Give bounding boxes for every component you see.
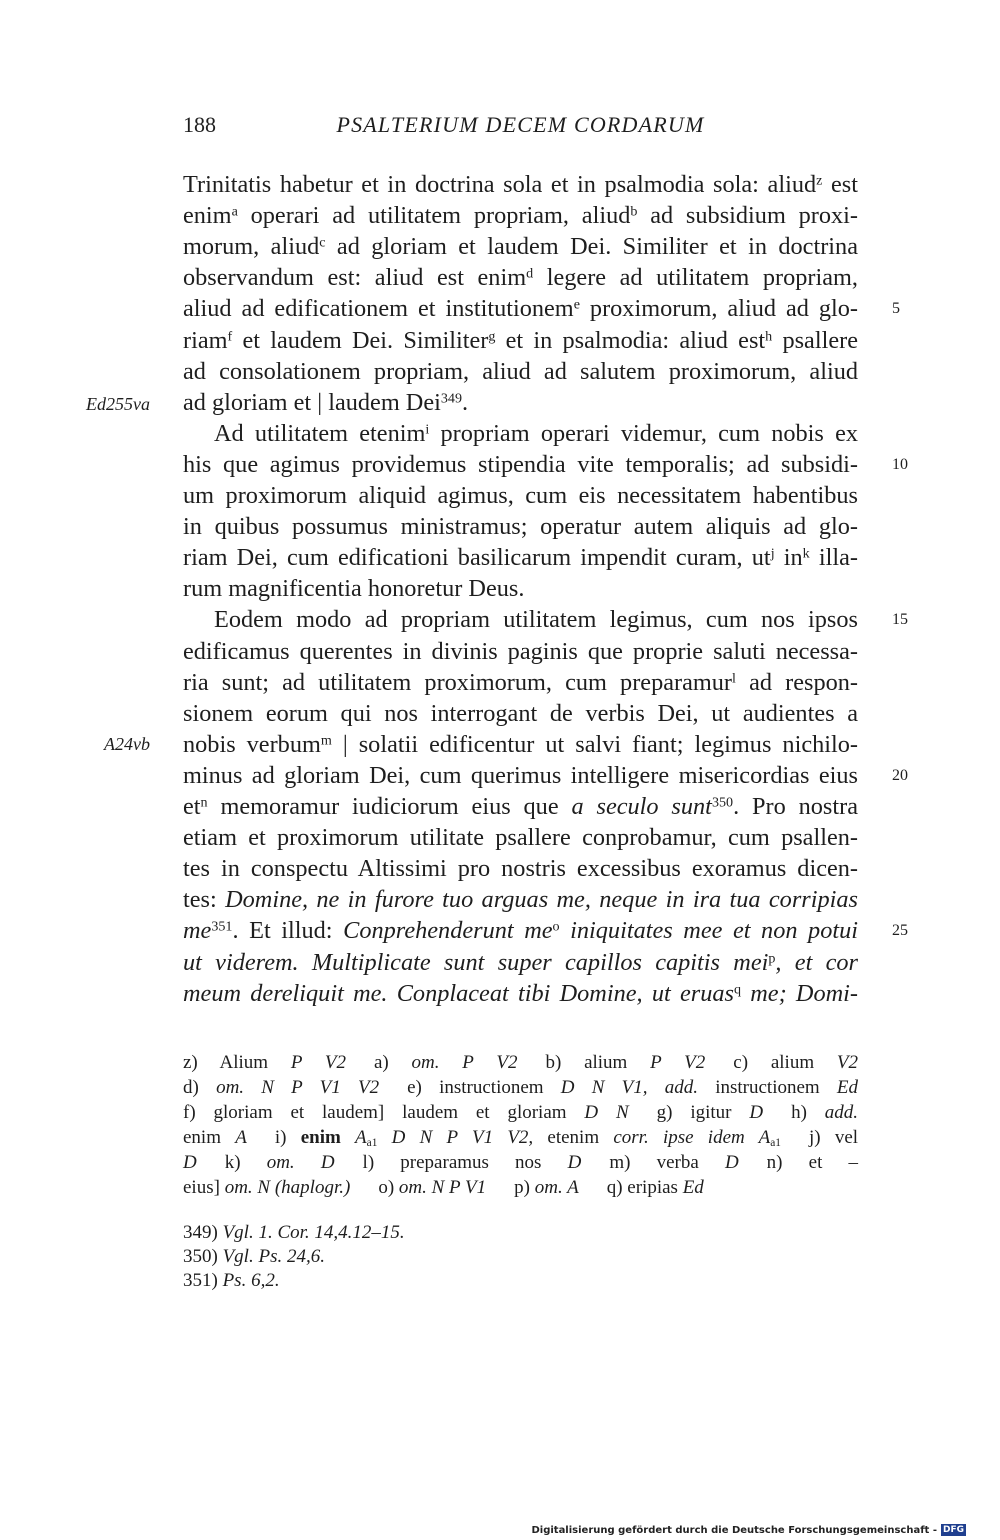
italic-text: Ps. 6,2. (222, 1270, 280, 1291)
text-run: rum magnificentia honoretur Deus. (183, 575, 525, 603)
italic-text: add. (824, 1102, 858, 1123)
text-run: edificamus querentes in divinis paginis que proprie saluti necessa- (183, 637, 858, 665)
italic-text: om. N (haplogr.) (224, 1177, 351, 1198)
text-run: etiam et proximorum utilitate psallere conprobamur, cum psallen- (183, 824, 858, 852)
italic-text: P V2 (650, 1052, 706, 1073)
italic-text: D (724, 1152, 739, 1173)
text-run: Ad utilitatem etenim (214, 419, 426, 447)
text-line (214, 604, 858, 635)
text-run: his que agimus providemus stipendia vite temporalis; ad subsidi- (183, 450, 858, 478)
superscript-siglum: k (802, 545, 810, 562)
credit-text: Digitalisierung gefördert durch die Deutsche Forschungsgemeinschaft - (531, 1525, 937, 1536)
text-run: i) (274, 1127, 301, 1148)
italic-text: om. N P V1 V2 (216, 1077, 380, 1098)
text-line (183, 760, 858, 791)
superscript-siglum: m (320, 732, 332, 749)
text-run: | solatii edificentur ut salvi fiant; legimus nichilo- (331, 730, 858, 758)
text-run: h) (791, 1102, 825, 1123)
italic-text: om. D (266, 1152, 335, 1173)
text-run: legere ad utilitatem propriam, (533, 264, 858, 292)
italic-text: om. P V2 (411, 1052, 518, 1073)
line-number: 25 (892, 922, 908, 939)
text-run: operari ad utilitatem propriam, aliud (237, 202, 631, 230)
subscript: a1 (770, 1136, 781, 1149)
margin-note: Ed255va (86, 394, 150, 414)
text-run: n) et – (766, 1152, 858, 1173)
apparatus-line (183, 1126, 858, 1150)
text-line (214, 418, 858, 449)
italic-text: , et cor (775, 948, 858, 976)
page-number: 188 (183, 112, 216, 137)
apparatus-line (183, 1151, 858, 1175)
text-run: . (462, 388, 469, 416)
superscript-siglum: j (770, 545, 775, 562)
superscript-siglum: l (732, 669, 736, 686)
text-run: enim (183, 202, 232, 230)
text-run: memoramur iudiciorum eius que (207, 793, 572, 820)
superscript-siglum: c (319, 234, 326, 251)
italic-text: P V2 (290, 1052, 346, 1073)
text-line (183, 884, 858, 915)
text-run: e) instructionem (407, 1077, 561, 1098)
text-run: z) Alium (183, 1052, 291, 1073)
text-run: nobis verbum (183, 730, 321, 758)
footnote (183, 1269, 858, 1293)
text-run: Eodem modo ad propriam utilitatem legimus, cum nos ipsos (214, 606, 858, 634)
text-line (183, 822, 858, 853)
text-run: est (822, 171, 858, 198)
digitization-credit (531, 1524, 966, 1538)
text-run: p) (514, 1177, 535, 1198)
text-run: f) gloriam et laudem] laudem et gloriam (183, 1102, 585, 1123)
text-run: riam (183, 326, 228, 354)
italic-text: D N P V1 V2, (391, 1127, 534, 1148)
text-run: enim (183, 1127, 236, 1148)
text-run: sionem eorum qui nos interrogant de verbis Dei, ut audientes a (183, 699, 858, 727)
text-run: g) igitur (656, 1102, 750, 1123)
apparatus-line (183, 1176, 858, 1200)
italic-text: A (235, 1127, 247, 1148)
superscript-siglum: q (733, 980, 742, 997)
text-run: um proximorum aliquid agimus, cum eis necessitatem habentibus (183, 482, 858, 509)
italic-text: D N V1, add. (560, 1077, 698, 1098)
superscript-siglum: a (231, 203, 238, 220)
text-line (183, 791, 858, 822)
text-line (183, 511, 858, 542)
superscript-siglum: 350 (711, 794, 734, 811)
dfg-logo: DFG (942, 1525, 964, 1535)
text-run (377, 1127, 391, 1148)
line-number: 5 (892, 300, 900, 317)
text-run: ad consolationem propriam, aliud ad salutem proximorum, aliud (183, 357, 858, 385)
text-run: et in psalmodia: aliud est (495, 326, 766, 354)
text-line (183, 449, 858, 480)
text-run: proximorum, aliud ad glo- (579, 295, 858, 323)
bold-text: enim (300, 1127, 341, 1148)
text-run: riam Dei, cum edificationi basilicarum impendit curam, ut (183, 544, 771, 572)
italic-text: Conprehenderunt me (343, 917, 553, 945)
text-line (183, 480, 858, 511)
text-run: minus ad gloriam Dei, cum querimus intelligere misericordias eius (183, 761, 858, 789)
text-run: 349) (183, 1222, 223, 1243)
superscript-siglum: p (768, 949, 776, 966)
italic-text: V2 (836, 1052, 858, 1073)
line-number: 20 (892, 767, 908, 784)
text-line (183, 231, 858, 262)
text-line (183, 915, 858, 946)
italic-text: corr. ipse idem A (613, 1127, 771, 1148)
superscript-siglum: h (765, 327, 773, 344)
italic-text: Ed (836, 1077, 859, 1098)
text-run: q) eripias (606, 1177, 683, 1198)
text-run: eius] (183, 1177, 225, 1198)
text-line (183, 387, 858, 418)
subscript: a1 (366, 1136, 378, 1149)
italic-text: iniquitates mee et non potui (559, 917, 858, 945)
text-run: 350) (183, 1246, 223, 1267)
text-line (183, 573, 858, 604)
text-run: o) (378, 1177, 399, 1198)
text-run: et (183, 793, 201, 820)
text-run: observandum est: aliud est enim (183, 264, 527, 292)
text-line (183, 542, 858, 573)
text-line (183, 356, 858, 387)
line-number: 10 (892, 456, 908, 473)
superscript-siglum: i (425, 421, 430, 438)
text-run: d) (183, 1077, 217, 1098)
text-line (183, 262, 858, 293)
italic-text: D (749, 1102, 764, 1123)
apparatus-line (183, 1051, 858, 1075)
text-line (183, 636, 858, 667)
running-title: PSALTERIUM DECEM CORDARUM (336, 112, 705, 137)
text-run: Trinitatis habetur et in doctrina sola et in psalmodia sola: aliud (183, 171, 817, 198)
text-run: tes in conspectu Altissimi pro nostris excessibus exoramus dicen- (183, 855, 858, 883)
text-run: illa- (809, 544, 858, 572)
superscript-siglum: f (227, 327, 233, 344)
text-run: m) verba (609, 1152, 725, 1173)
superscript-siglum: n (200, 794, 208, 811)
footnote (183, 1245, 858, 1269)
text-run: et laudem Dei. Similiter (232, 326, 489, 354)
text-run (341, 1127, 355, 1148)
italic-text: D N (584, 1102, 629, 1123)
italic-text: ut viderem. Multiplicate sunt super capillos capitis mei (183, 948, 769, 976)
footnote (183, 1221, 858, 1245)
text-run: a) (374, 1052, 412, 1073)
text-run: propriam operari videmur, cum nobis ex (429, 419, 858, 447)
superscript-siglum: 351 (211, 918, 233, 935)
text-run: j) vel (808, 1127, 859, 1148)
italic-text: me; Domi- (741, 979, 858, 1007)
text-line (183, 200, 858, 231)
text-run: psallere (772, 326, 858, 354)
page-header (183, 112, 858, 144)
italic-text: A (355, 1127, 367, 1148)
italic-text: Vgl. 1. Cor. 14,4.12–15. (222, 1222, 405, 1243)
text-run: . Pro nostra (733, 793, 858, 820)
text-line (183, 978, 858, 1009)
apparatus-line (183, 1101, 858, 1125)
superscript-siglum: g (488, 327, 496, 344)
superscript-siglum: e (573, 296, 580, 313)
text-run: l) preparamus nos (362, 1152, 568, 1173)
apparatus-line (183, 1076, 858, 1100)
text-run: in (774, 544, 803, 572)
text-run: . Et illud: (232, 917, 344, 945)
italic-text: om. A (534, 1177, 579, 1198)
text-run: ria sunt; ad utilitatem proximorum, cum preparamur (183, 668, 733, 696)
italic-text: me (183, 917, 212, 945)
text-run: morum, aliud (183, 233, 320, 261)
superscript-siglum: d (526, 265, 534, 282)
text-line (183, 698, 858, 729)
text-line (183, 293, 858, 324)
text-run: tes: (183, 886, 226, 914)
italic-text: meum dereliquit me. Conplaceat tibi Domine, ut eruas (183, 979, 734, 1007)
superscript-siglum: z (816, 172, 823, 189)
italic-text: Vgl. Ps. 24,6. (222, 1246, 325, 1267)
superscript-siglum: o (552, 918, 560, 935)
italic-text: Domine, ne in furore tuo arguas me, neque in ira tua corripias (225, 886, 858, 914)
text-run: instructionem (697, 1077, 837, 1098)
text-run: etenim (533, 1127, 614, 1148)
text-line (183, 947, 858, 978)
text-run: ad subsidium proxi- (637, 202, 858, 230)
text-line (183, 325, 858, 356)
italic-text: Ed (682, 1177, 704, 1198)
text-run: k) (224, 1152, 267, 1173)
text-run: aliud ad edificationem et institutionem (183, 295, 574, 323)
text-run: ad gloriam et | laudem Dei (183, 388, 441, 416)
line-number: 15 (892, 611, 908, 628)
italic-text: D (567, 1152, 582, 1173)
text-run: 351) (183, 1270, 223, 1291)
italic-text: om. N P V1 (398, 1177, 487, 1198)
text-run: b) alium (545, 1052, 651, 1073)
superscript-siglum: b (630, 203, 638, 220)
italic-text: D (183, 1152, 197, 1173)
text-line (183, 169, 858, 200)
text-line (183, 853, 858, 884)
italic-text: a seculo sunt (571, 793, 712, 820)
superscript-siglum: 349 (440, 389, 462, 406)
text-run: ad gloriam et laudem Dei. Similiter et in doctrina (325, 233, 858, 261)
text-run: ad respon- (735, 668, 858, 696)
text-run: c) alium (733, 1052, 837, 1073)
text-run: in quibus possumus ministramus; operatur autem aliquis ad glo- (183, 513, 858, 541)
text-line (183, 729, 858, 760)
margin-note: A24vb (104, 734, 150, 754)
text-line (183, 667, 858, 698)
